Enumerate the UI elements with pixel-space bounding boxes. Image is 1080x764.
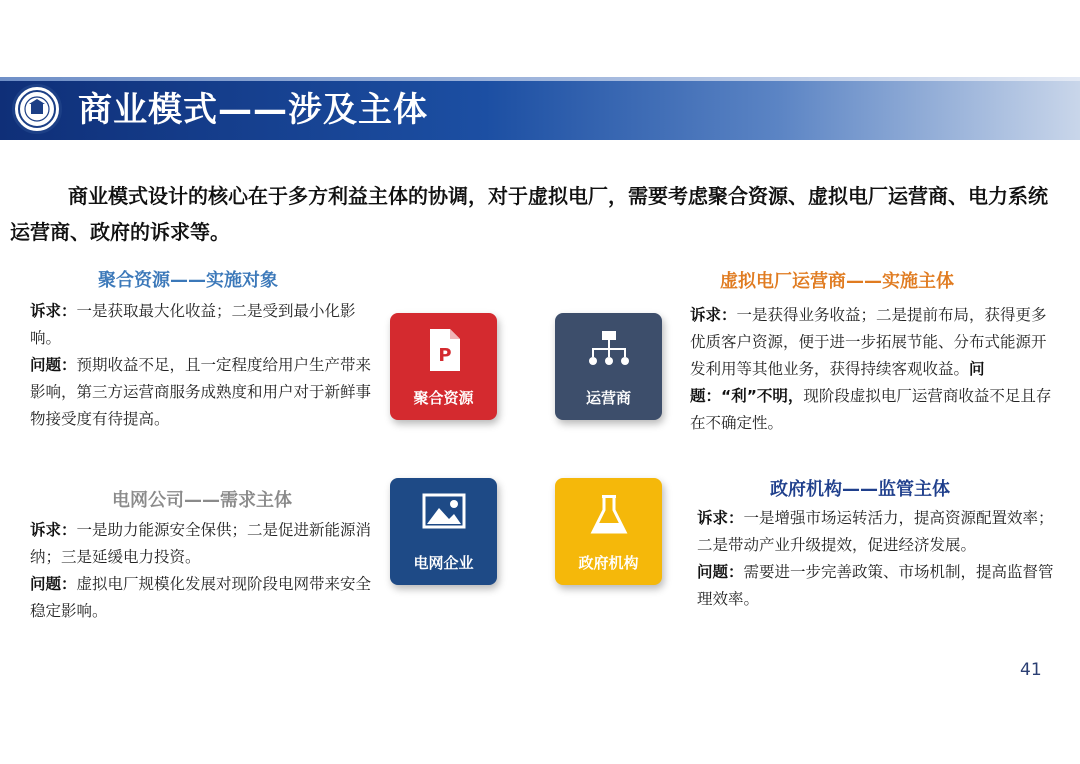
tile-aggregated-resources (390, 313, 497, 420)
flask-icon (555, 492, 662, 538)
intro-text: 商业模式设计的核心在于多方利益主体的协调，对于虚拟电厂，需要考虑聚合资源、虚拟电厂运营商、电力系统运营商、政府的诉求等。 (10, 184, 1048, 244)
page-number: 41 (1020, 660, 1042, 680)
demand-text: 一是获得业务收益；二是提前布局，获得更多优质客户资源，便于进一步拓展节能、分布式能源开发利用等其他业务，获得持续客观收益。 (690, 306, 1047, 378)
tile-operator (555, 313, 662, 420)
intro-paragraph (10, 178, 1060, 250)
svg-text:P: P (437, 345, 452, 366)
problem-label: 问题： (30, 575, 77, 593)
tile-label: 电网企业 (413, 554, 474, 572)
demand-text: 一是助力能源安全保供；二是促进新能源消纳；三是延缓电力投资。 (30, 521, 372, 566)
vpp-operator-heading: 虚拟电厂运营商——实施主体 (720, 271, 954, 292)
tile-label: 政府机构 (578, 554, 639, 572)
document-p-icon (390, 327, 497, 373)
demand-text: 一是获取最大化收益；二是受到最小化影响。 (30, 302, 356, 347)
page-title: 商业模式——涉及主体 (78, 90, 428, 130)
university-logo-icon (12, 84, 62, 134)
problem-label: 问题： (30, 356, 77, 374)
demand-text: 一是增强市场运转活力，提高资源配置效率；二是带动产业升级提效，促进经济发展。 (697, 509, 1054, 554)
grid-company-heading: 电网公司——需求主体 (112, 490, 292, 511)
government-heading: 政府机构——监管主体 (770, 479, 950, 500)
tile-government (555, 478, 662, 585)
grid-company-text (30, 517, 374, 625)
problem-text: 现阶段虚拟电厂运营商收益不足且存在不确定性。 (690, 387, 1052, 432)
problem-highlight: “利”不明， (721, 387, 804, 405)
problem-text: 需要进一步完善政策、市场机制，提高监督管理效率。 (697, 563, 1054, 608)
network-hierarchy-icon (555, 327, 662, 373)
demand-label: 诉求： (697, 509, 744, 527)
problem-label: 问题： (690, 360, 985, 405)
image-icon (390, 492, 497, 538)
government-text (697, 505, 1069, 613)
problem-label: 问题： (697, 563, 744, 581)
tile-grid-enterprise (390, 478, 497, 585)
problem-text: 虚拟电厂规模化发展对现阶段电网带来安全稳定影响。 (30, 575, 372, 620)
demand-label: 诉求： (690, 306, 737, 324)
demand-label: 诉求： (30, 302, 77, 320)
demand-label: 诉求： (30, 521, 77, 539)
tile-label: 运营商 (585, 389, 631, 407)
aggregated-resources-heading: 聚合资源——实施对象 (98, 270, 278, 291)
problem-text: 预期收益不足，且一定程度给用户生产带来影响，第三方运营商服务成熟度和用户对于新鲜事物接受度有待提高。 (30, 356, 372, 428)
tile-label: 聚合资源 (413, 389, 474, 407)
vpp-operator-text (690, 302, 1060, 437)
aggregated-resources-text (30, 298, 374, 433)
